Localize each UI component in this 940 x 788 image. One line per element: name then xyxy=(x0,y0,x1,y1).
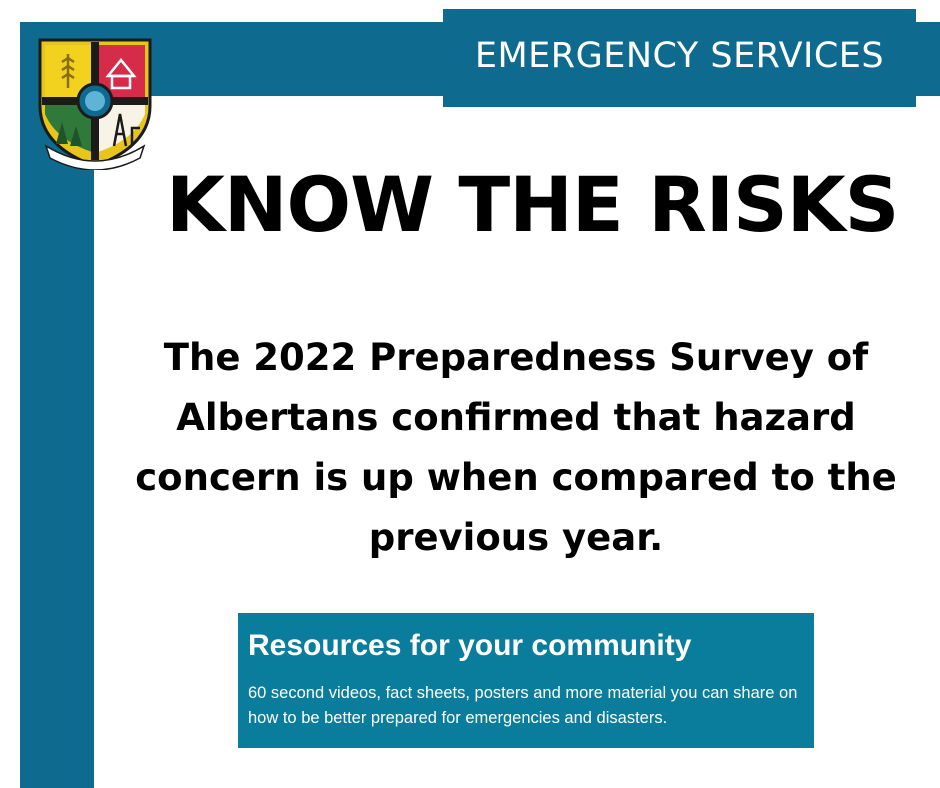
header-title: EMERGENCY SERVICES xyxy=(474,36,885,76)
statement-line: concern is up when compared to the xyxy=(135,456,897,499)
resources-card[interactable] xyxy=(238,613,814,748)
description-line: how to be better prepared for emergencies and disasters. xyxy=(248,709,668,727)
county-crest-icon xyxy=(36,36,154,170)
headline: KNOW THE RISKS xyxy=(166,160,899,249)
statement-line: previous year. xyxy=(368,516,664,559)
resources-description xyxy=(248,681,810,731)
description-line: 60 second videos, fact sheets, posters and more material you can share on xyxy=(248,684,798,702)
survey-statement xyxy=(128,328,904,568)
statement-line: Albertans confirmed that hazard xyxy=(176,396,856,439)
resources-title: Resources for your community xyxy=(248,629,692,662)
statement-line: The 2022 Preparedness Survey of xyxy=(163,336,869,379)
